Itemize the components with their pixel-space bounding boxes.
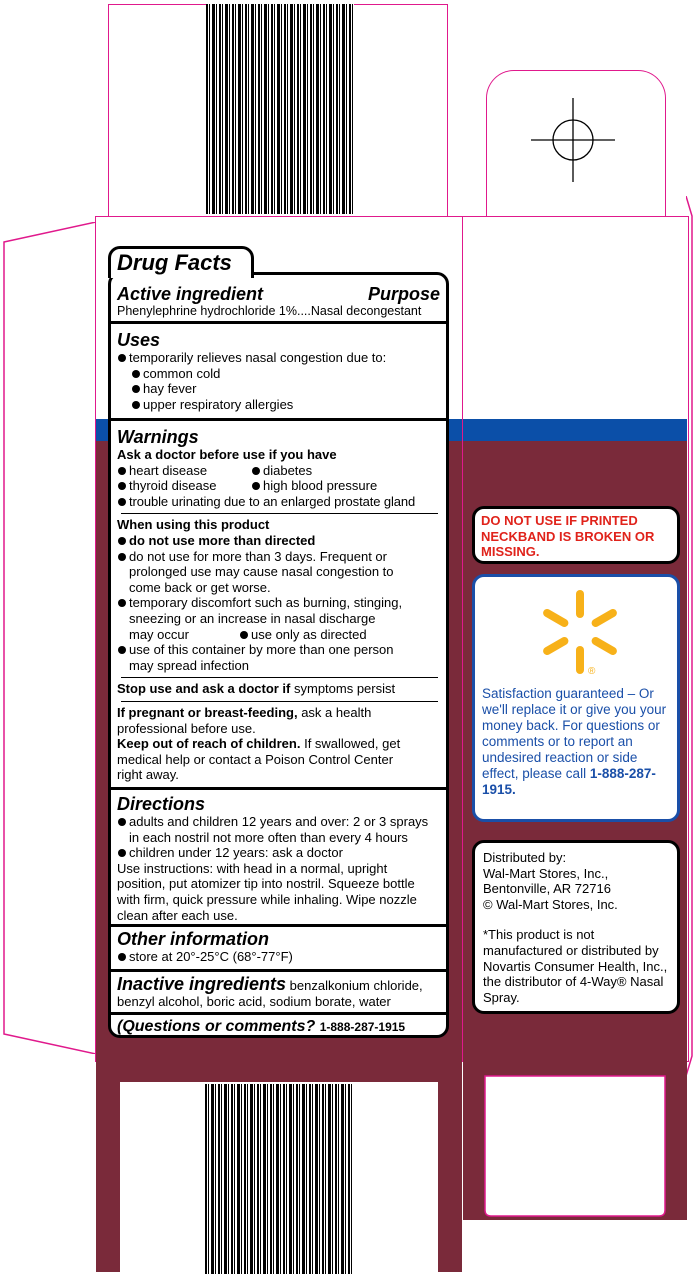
inactive-text: benzalkonium chloride, benzyl alcohol, boric acid, sodium borate, water <box>117 978 423 1009</box>
directions-item: adults and children 12 years and over: 2 or 3 sprays in each nostril not more often than every 4 hours <box>117 814 442 845</box>
divider <box>121 677 438 678</box>
inactive-section <box>111 972 446 1015</box>
condition-trouble: trouble urinating due to an enlarged prostate gland <box>117 494 442 510</box>
top-barcode <box>206 4 354 214</box>
satisfaction-body: Satisfaction guaranteed – Or we'll replace it or give you your money back. For questions or comments or to report an undesired reaction or side effect, please call <box>482 686 667 781</box>
distributor-line: Distributed by: <box>483 850 567 865</box>
walmart-guarantee-box <box>472 574 680 822</box>
questions-heading: Questions or comments? <box>122 1018 316 1035</box>
pregnant-line <box>117 705 442 736</box>
directions-body <box>111 814 446 923</box>
stop-use-bold: Stop use and ask a doctor if <box>117 681 291 697</box>
neckband-warning-box <box>472 506 680 564</box>
purpose-heading: Purpose <box>367 284 440 304</box>
questions-phone: 1-888-287-1915 <box>319 1020 406 1034</box>
may-occur-text: may occur <box>129 626 189 642</box>
neckband-warning-text: DO NOT USE IF PRINTED NECKBAND IS BROKEN OR MISSING. <box>481 513 655 560</box>
satisfaction-phone: 1-888-287-1915. <box>482 766 656 797</box>
pregnant-bold: If pregnant or breast-feeding, <box>117 704 298 720</box>
warning-item: use only as directed <box>239 627 367 643</box>
directions-heading: Directions <box>117 794 206 814</box>
disclaimer-text: *This product is not manufactured or distributed by Novartis Consumer Health, Inc., the distributor of 4-Way® Nasal Spray. <box>483 927 668 1005</box>
questions-line <box>111 1015 446 1037</box>
distributor-text <box>483 850 671 1005</box>
drug-facts-title: Drug Facts <box>117 250 232 275</box>
side-edge-flap <box>686 196 693 1076</box>
keep-out-bold: Keep out of reach of children. <box>117 736 301 752</box>
distributor-line: Bentonville, AR 72716 <box>483 881 611 897</box>
uses-item: common cold <box>117 366 442 382</box>
questions-section <box>111 1015 446 1035</box>
inactive-heading: Inactive ingredients <box>117 974 287 994</box>
ask-doctor-heading: Ask a doctor before use if you have <box>117 447 337 462</box>
bottom-tuck-flap <box>463 1060 687 1220</box>
warnings-body <box>111 447 446 783</box>
divider <box>121 701 438 702</box>
registered-mark: ® <box>588 666 596 677</box>
warning-item: do not use more than directed <box>117 533 442 549</box>
inactive-body <box>111 972 446 1010</box>
uses-item: upper respiratory allergies <box>117 397 442 413</box>
condition-bp: high blood pressure <box>251 478 377 494</box>
registration-mark <box>531 98 615 182</box>
distributor-line: Wal-Mart Stores, Inc., <box>483 865 609 881</box>
uses-section <box>111 324 446 421</box>
warnings-section <box>111 421 446 790</box>
distributor-line: © Wal-Mart Stores, Inc. <box>483 896 618 912</box>
left-glue-flap <box>0 222 96 1054</box>
stop-use-rest: symptoms persist <box>290 681 396 697</box>
warning-item: do not use for more than 3 days. Frequent or prolonged use may cause nasal congestion to come back or get worse. <box>117 549 442 596</box>
keep-out-line <box>117 736 442 783</box>
divider <box>121 513 438 514</box>
distributor-box <box>472 840 680 1014</box>
uses-list <box>111 350 446 412</box>
active-ingredient-heading: Active ingredient <box>117 284 264 304</box>
condition-diabetes: diabetes <box>251 463 312 479</box>
walmart-spark-logo <box>535 587 625 677</box>
satisfaction-text <box>482 686 671 798</box>
warnings-heading: Warnings <box>117 427 199 447</box>
side-panel-blue-band <box>463 419 687 441</box>
crosshair-icon <box>531 98 615 182</box>
uses-item: hay fever <box>117 381 442 397</box>
condition-thyroid: thyroid disease <box>117 478 251 494</box>
other-info-heading: Other information <box>117 929 269 949</box>
directions-item: children under 12 years: ask a doctor <box>117 845 442 861</box>
drug-facts-panel <box>108 272 449 1038</box>
directions-section <box>111 790 446 927</box>
store-item: store at 20°-25°C (68°-77°F) <box>117 949 442 965</box>
other-info-section <box>111 927 446 972</box>
uses-intro: temporarily relieves nasal congestion due to: <box>117 350 442 366</box>
keep-out-rest: If swallowed, get medical help or contact a Poison Control Center right away. <box>117 736 401 783</box>
stop-use-line <box>117 681 442 697</box>
warning-item: temporary discomfort such as burning, stinging, sneezing or an increase in nasal discharge <box>117 595 442 626</box>
pregnant-rest: ask a health professional before use. <box>117 704 372 736</box>
uses-heading: Uses <box>117 330 161 350</box>
bottom-barcode <box>205 1084 353 1274</box>
active-ingredient-line: Phenylephrine hydrochloride 1%....Nasal decongestant <box>117 304 422 318</box>
when-using-heading: When using this product <box>117 517 270 533</box>
warning-item: use of this container by more than one person may spread infection <box>117 642 442 673</box>
active-ingredient-section <box>111 281 446 324</box>
use-instructions: Use instructions: with head in a normal, upright position, put atomizer tip into nostril. Squeeze bottle with firm, quick pressure while inhaling. Wipe nozzle clean after each use. <box>117 860 417 923</box>
phone-icon: ( <box>117 1018 123 1035</box>
condition-heart: heart disease <box>117 463 251 479</box>
